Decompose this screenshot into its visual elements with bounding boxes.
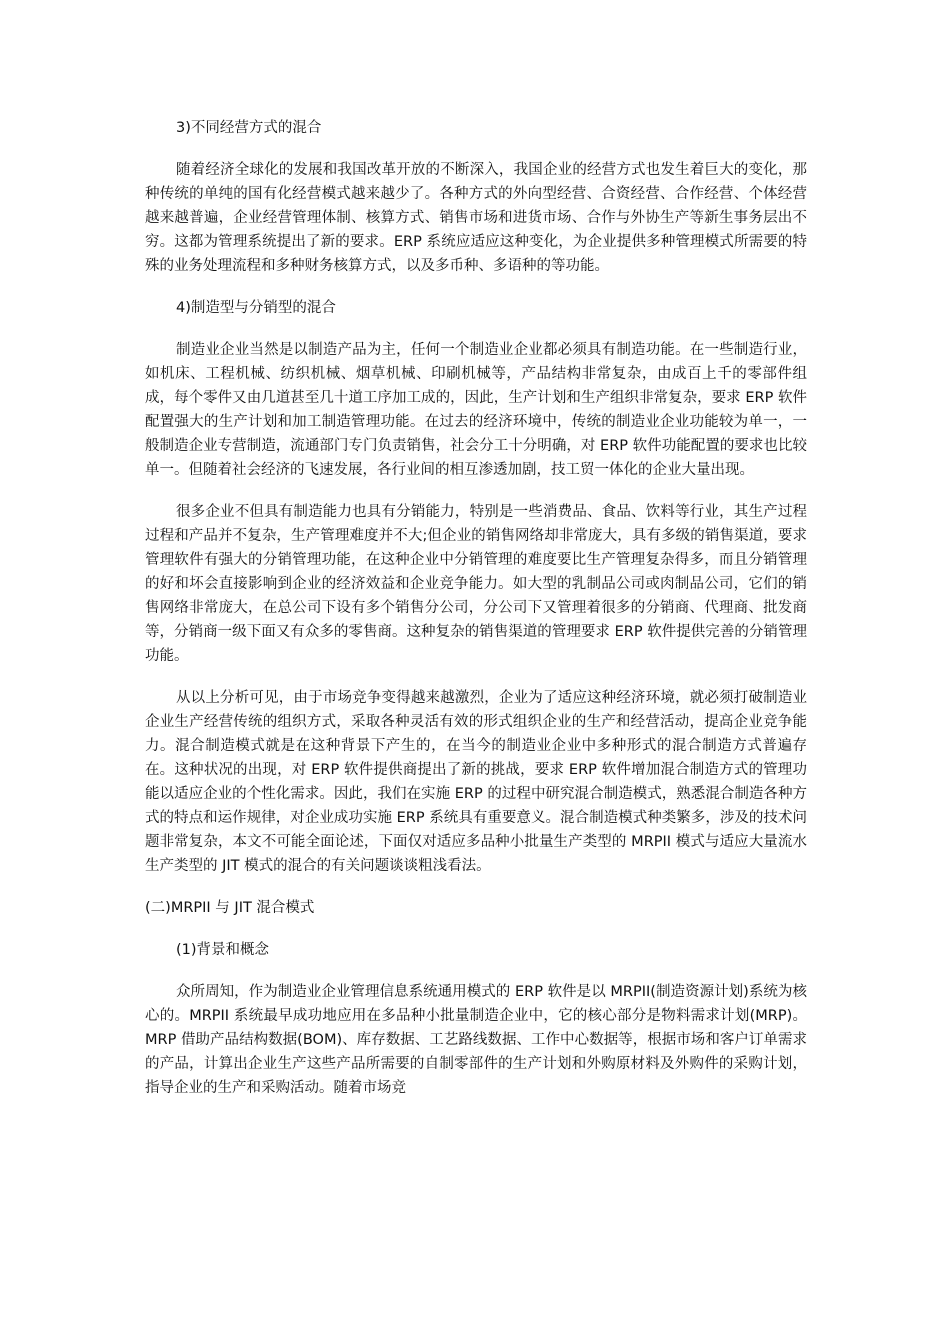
subheading-background: (1)背景和概念 xyxy=(176,942,270,958)
section-heading-3: 3)不同经营方式的混合 xyxy=(176,120,322,136)
paragraph-business-modes: 随着经济全球化的发展和我国改革开放的不断深入，我国企业的经营方式也发生着巨大的变化，那种传统的单纯的国有化经营模式越来越少了。各种方式的外向型经营、合资经营、合作经营、个体经营越来越普遍，企业经营管理体制、核算方式、销售市场和进货市场、合作与外协生产等新生事务层出不穷。这都为管理系统提出了新的要求。ERP 系统应适应这种变化，为企业提供多种管理模式所需要的特殊的业务处理流程和多种财务核算方式，以及多币种、多语种的等功能。 xyxy=(145,162,807,274)
paragraph-analysis: 从以上分析可见，由于市场竞争变得越来越激烈，企业为了适应这种经济环境，就必须打破制造业企业生产经营传统的组织方式，采取各种灵活有效的形式组织企业的生产和经营活动，提高企业竞争能力。混合制造模式就是在这种背景下产生的，在当今的制造业企业中多种形式的混合制造方式普遍存在。这种状况的出现，对 ERP 软件提供商提出了新的挑战，要求 ERP 软件增加混合制造方式的管理功能以适应企业的个性化需求。因此，我们在实施 ERP 的过程中研究混合制造模式，熟悉混合制造各种方式的特点和运作规律，对企业成功实施 ERP 系统具有重要意义。混合制造模式种类繁多，涉及的技术问题非常复杂，本文不可能全面论述，下面仅对适应多品种小批量生产类型的 MRPII 模式与适应大量流水生产类型的 JIT 模式的混合的有关问题谈谈粗浅看法。 xyxy=(145,690,807,874)
paragraph-mrpii-intro: 众所周知，作为制造业企业管理信息系统通用模式的 ERP 软件是以 MRPII(制造资源计划)系统为核心的。MRPII 系统最早成功地应用在多品种小批量制造企业中，它的核心部分是物料需求计划(MRP)。MRP 借助产品结构数据(BOM)、库存数据、工艺路线数据、工作中心数据等，根据市场和客户订单需求的产品，计算出企业生产这些产品所需要的自制零部件的生产计划和外购原材料及外购件的采购计划，指导企业的生产和采购活动。随着市场竞 xyxy=(145,984,807,1096)
chapter-heading-mrpii-jit: (二)MRPII 与 JIT 混合模式 xyxy=(145,900,315,916)
document-page xyxy=(145,116,807,1100)
paragraph-manufacturing: 制造业企业当然是以制造产品为主，任何一个制造业企业都必须具有制造功能。在一些制造行业，如机床、工程机械、纺织机械、烟草机械、印刷机械等，产品结构非常复杂，由成百上千的零部件组成，每个零件又由几道甚至几十道工序加工成的，因此，生产计划和生产组织非常复杂，要求 ERP 软件配置强大的生产计划和加工制造管理功能。在过去的经济环境中，传统的制造业企业功能较为单一，一般制造企业专营制造，流通部门专门负责销售，社会分工十分明确，对 ERP 软件功能配置的要求也比较单一。但随着社会经济的飞速发展，各行业间的相互渗透加剧，技工贸一体化的企业大量出现。 xyxy=(145,342,807,478)
section-heading-4: 4)制造型与分销型的混合 xyxy=(176,300,336,316)
paragraph-distribution: 很多企业不但具有制造能力也具有分销能力，特别是一些消费品、食品、饮料等行业，其生产过程过程和产品并不复杂，生产管理难度并不大;但企业的销售网络却非常庞大，具有多级的销售渠道，要求管理软件有强大的分销管理功能，在这种企业中分销管理的难度要比生产管理复杂得多，而且分销管理的好和坏会直接影响到企业的经济效益和企业竞争能力。如大型的乳制品公司或肉制品公司，它们的销售网络非常庞大，在总公司下设有多个销售分公司，分公司下又管理着很多的分销商、代理商、批发商等，分销商一级下面又有众多的零售商。这种复杂的销售渠道的管理要求 ERP 软件提供完善的分销管理功能。 xyxy=(145,504,807,664)
